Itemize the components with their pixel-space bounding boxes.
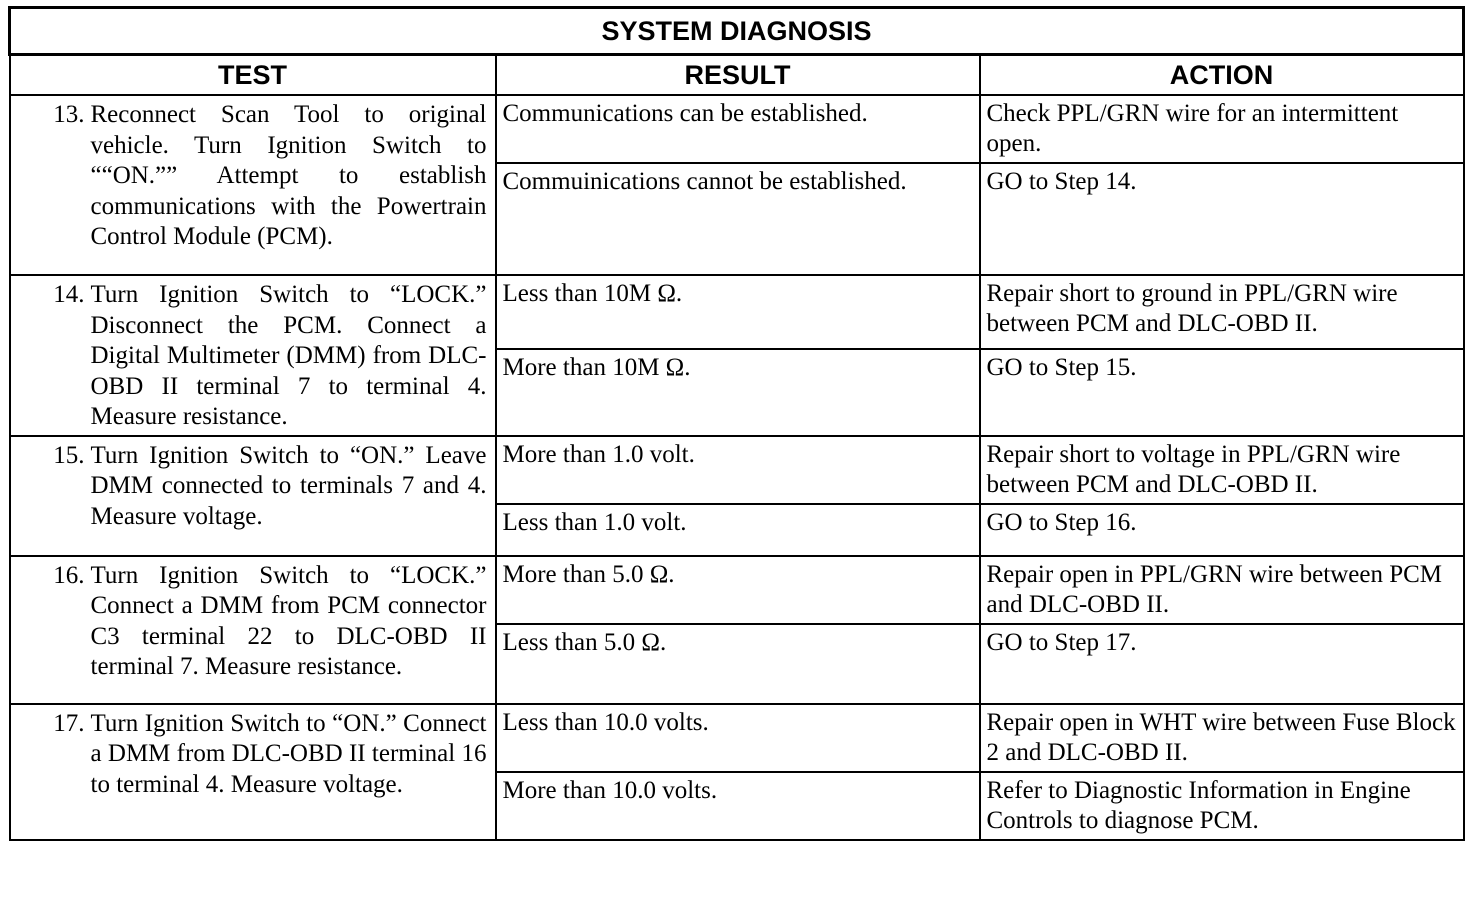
title-row — [10, 8, 1464, 55]
result-cell: Less than 1.0 volt. — [496, 504, 980, 556]
table-row — [10, 704, 1464, 772]
result-cell: Commuinications cannot be established. — [496, 163, 980, 275]
header-row — [10, 55, 1464, 96]
step-number: 14. — [53, 281, 85, 308]
action-cell: GO to Step 16. — [980, 504, 1464, 556]
action-cell: Repair short to voltage in PPL/GRN wire between PCM and DLC-OBD II. — [980, 436, 1464, 504]
test-text: Turn Ignition Switch to “LOCK.” Connect a DMM from PCM connector C3 terminal 22 to DLC-OBD II terminal 7. Measure resistance. — [90, 561, 487, 680]
result-cell: More than 1.0 volt. — [496, 436, 980, 504]
action-cell: GO to Step 17. — [980, 624, 1464, 704]
test-cell-step-17 — [10, 704, 496, 840]
action-cell: GO to Step 15. — [980, 349, 1464, 436]
table-row — [10, 95, 1464, 163]
result-cell: Less than 10.0 volts. — [496, 704, 980, 772]
result-cell: More than 10M Ω. — [496, 349, 980, 436]
test-cell-step-13 — [10, 95, 496, 275]
result-cell: Communications can be established. — [496, 95, 980, 163]
result-cell: More than 5.0 Ω. — [496, 556, 980, 624]
step-number: 13. — [53, 101, 85, 128]
step-number: 17. — [53, 709, 85, 737]
table-row — [10, 275, 1464, 349]
result-cell: More than 10.0 volts. — [496, 772, 980, 840]
system-diagnosis-table — [8, 6, 1465, 841]
test-text: Turn Ignition Switch to “ON.” Leave DMM connected to terminals 7 and 4. Measure voltage. — [90, 441, 487, 530]
step-number: 16. — [53, 561, 85, 589]
table-title: SYSTEM DIAGNOSIS — [10, 8, 1464, 55]
table-row — [10, 556, 1464, 624]
result-cell: Less than 5.0 Ω. — [496, 624, 980, 704]
test-text: Reconnect Scan Tool to original vehicle. Turn Ignition Switch to ““ON.”” Attempt to establish communications with the Powertrain Control Module (PCM). — [90, 101, 487, 250]
result-cell: Less than 10M Ω. — [496, 275, 980, 349]
column-header-result: RESULT — [496, 55, 980, 96]
column-header-action: ACTION — [980, 55, 1464, 96]
test-text: Turn Ignition Switch to “LOCK.” Disconnect the PCM. Connect a Digital Multimeter (DMM) from DLC-OBD II terminal 7 to terminal 4. Measure resistance. — [90, 281, 487, 430]
table-row — [10, 436, 1464, 504]
column-header-test: TEST — [10, 55, 496, 96]
action-cell: Refer to Diagnostic Information in Engine Controls to diagnose PCM. — [980, 772, 1464, 840]
diagnosis-sheet — [8, 6, 1462, 841]
test-cell-step-15 — [10, 436, 496, 556]
test-cell-step-14 — [10, 275, 496, 436]
action-cell: GO to Step 14. — [980, 163, 1464, 275]
action-cell: Check PPL/GRN wire for an intermittent open. — [980, 95, 1464, 163]
action-cell: Repair short to ground in PPL/GRN wire between PCM and DLC-OBD II. — [980, 275, 1464, 349]
test-cell-step-16 — [10, 556, 496, 704]
action-cell: Repair open in WHT wire between Fuse Block 2 and DLC-OBD II. — [980, 704, 1464, 772]
step-number: 15. — [53, 441, 85, 469]
action-cell: Repair open in PPL/GRN wire between PCM and DLC-OBD II. — [980, 556, 1464, 624]
test-text: Turn Ignition Switch to “ON.” Connect a DMM from DLC-OBD II terminal 16 to terminal 4. Measure voltage. — [90, 709, 487, 798]
